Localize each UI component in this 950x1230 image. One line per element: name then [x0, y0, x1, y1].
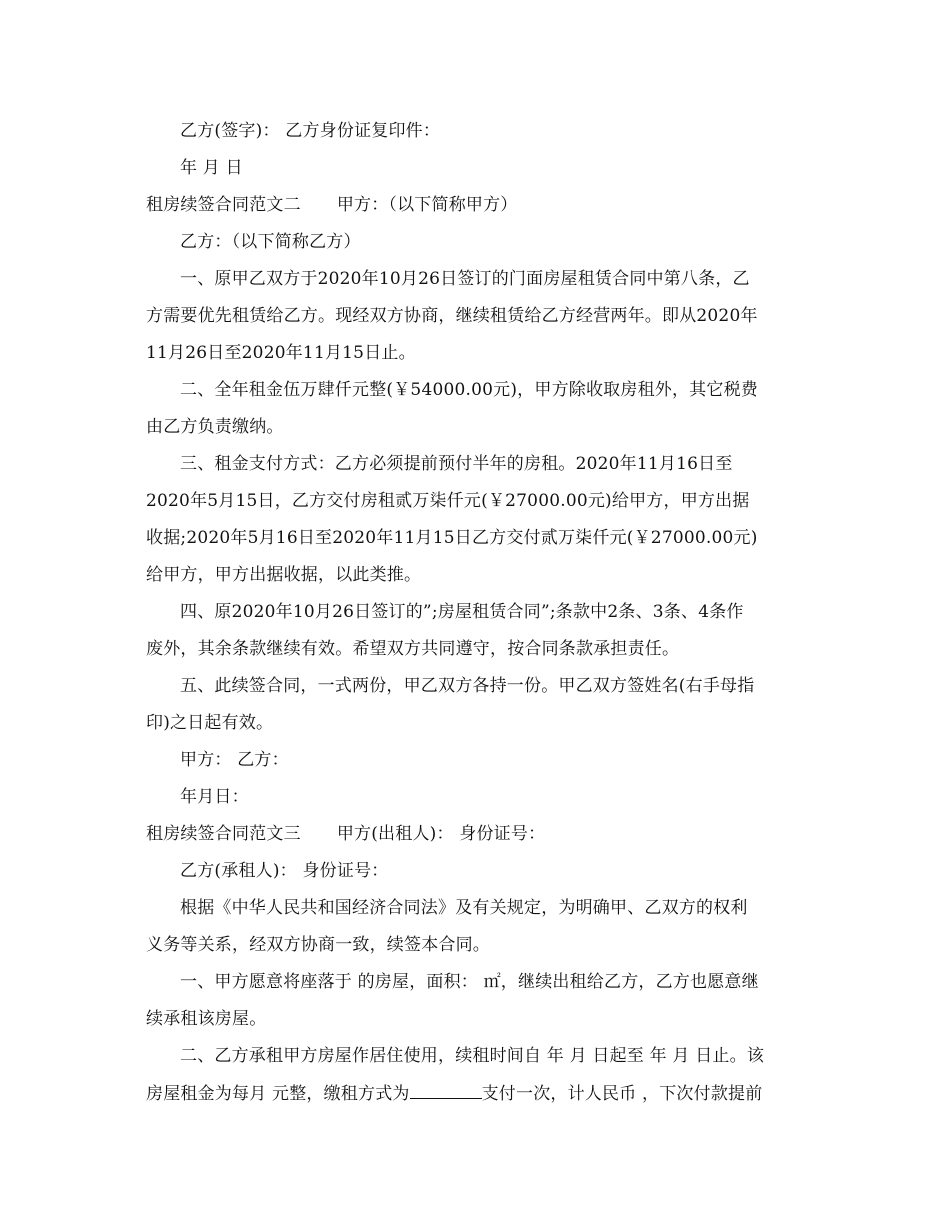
text-line: 根据《中华人民共和国经济合同法》及有关规定，为明确甲、乙双方的权利	[180, 898, 748, 918]
text-line	[146, 1082, 810, 1105]
section-heading-line	[146, 823, 810, 845]
text-line: 乙方(签字)： 乙方身份证复印件：	[180, 121, 441, 141]
section-heading: 租房续签合同范文二	[146, 195, 301, 215]
text-line: 给甲方，甲方出据收据，以此类推。	[146, 565, 422, 585]
section-heading: 租房续签合同范文三	[146, 824, 301, 844]
section-heading-line	[146, 194, 810, 216]
text-line: 年 月 日	[180, 158, 243, 178]
text-line: 三、租金支付方式：乙方必须提前预付半年的房租。2020年11月16日至	[180, 454, 733, 474]
text-line: 一、甲方愿意将座落于 的房屋，面积： ㎡，继续出租给乙方，乙方也愿意继	[180, 972, 759, 992]
text-line: 一、原甲乙双方于2020年10月26日签订的门面房屋租赁合同中第八条，乙	[180, 269, 750, 289]
text-line: 2020年5月15日，乙方交付房租贰万柒仟元(￥27000.00元)给甲方，甲方出据	[146, 491, 750, 511]
text-line: 方需要优先租赁给乙方。现经双方协商，继续租赁给乙方经营两年。即从2020年	[146, 306, 758, 326]
text-fragment: 甲方(出租人)： 身份证号：	[336, 824, 546, 844]
text-line: 乙方：（以下简称乙方）	[180, 232, 361, 252]
text-fragment: 支付一次，计人民币 ，下次付款提前	[481, 1084, 763, 1104]
text-line: 印)之日起有效。	[146, 713, 274, 733]
text-line: 五、此续签合同，一式两份，甲乙双方各持一份。甲乙双方签姓名(右手母指	[180, 676, 755, 696]
text-fragment: 甲方：（以下简称甲方）	[336, 195, 518, 215]
text-line: 四、原2020年10月26日签订的”;房屋租赁合同”;条款中2条、3条、4条作	[180, 602, 744, 622]
text-line: 义务等关系，经双方协商一致，续签本合同。	[146, 935, 490, 955]
text-line: 二、全年租金伍万肆仟元整(￥54000.00元)，甲方除收取房租外，其它税费	[180, 380, 758, 400]
text-line: 由乙方负责缴纳。	[146, 417, 284, 437]
text-line: 11月26日至2020年11月15日止。	[146, 343, 416, 363]
text-line: 续承租该房屋。	[146, 1009, 267, 1029]
text-line: 二、乙方承租甲方房屋作居住使用，续租时间自 年 月 日起至 年 月 日止。该	[180, 1046, 765, 1066]
blank-underline	[410, 1082, 482, 1099]
text-line: 废外，其余条款继续有效。希望双方共同遵守，按合同条款承担责任。	[146, 639, 680, 659]
text-line: 收据;2020年5月16日至2020年11月15日乙方交付贰万柒仟元(￥27000.00元)	[146, 528, 758, 548]
text-fragment: 房屋租金为每月 元整，缴租方式为	[146, 1084, 410, 1104]
text-line: 乙方(承租人)： 身份证号：	[180, 861, 389, 881]
text-line: 年月日：	[180, 787, 249, 807]
text-line: 甲方： 乙方：	[180, 750, 289, 770]
